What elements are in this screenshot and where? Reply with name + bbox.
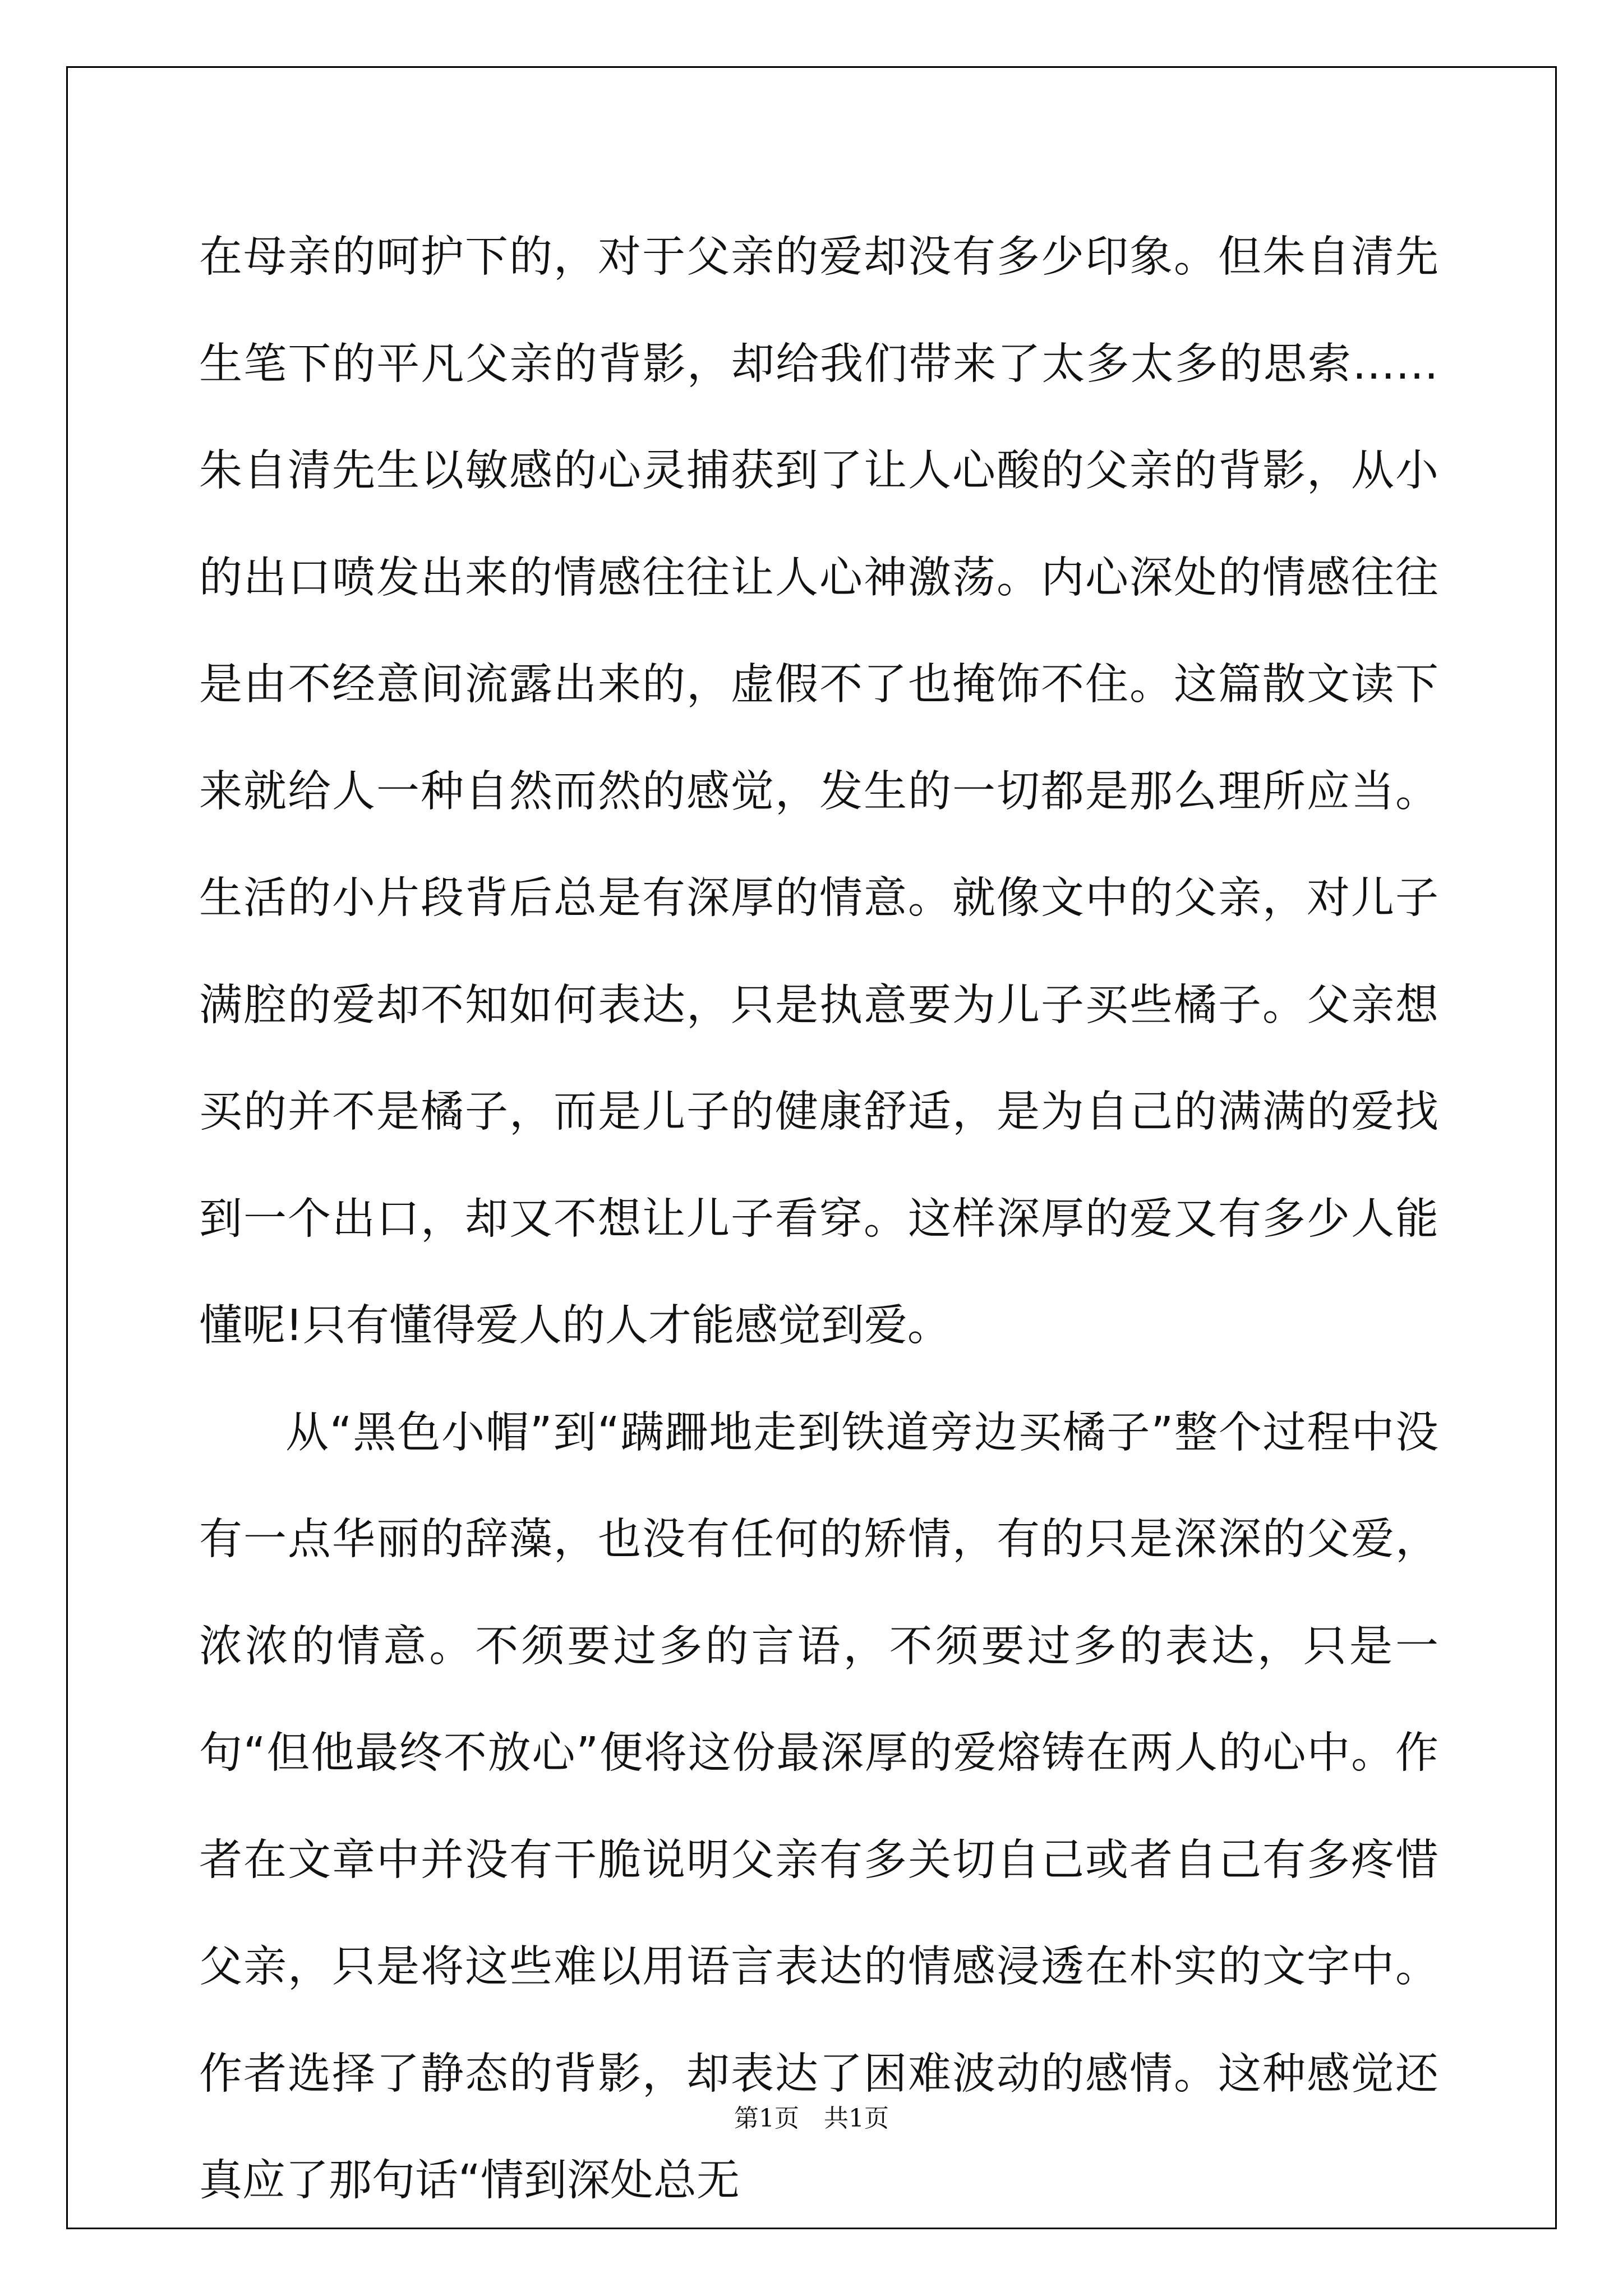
page-number-footer: 第1页 共1页 <box>734 2104 889 2133</box>
document-body <box>199 204 1438 2235</box>
paragraph-1: 在母亲的呵护下的，对于父亲的爱却没有多少印象。但朱自清先生笔下的平凡父亲的背影，却给我们带来了太多太多的思索……朱自清先生以敏感的心灵捕获到了让人心酸的父亲的背影，从小的出口喷发出来的情感往往让人心神激荡。内心深处的情感往往是由不经意间流露出来的，虚假不了也掩饰不住。这篇散文读下来就给人一种自然而然的感觉，发生的一切都是那么理所应当。生活的小片段背后总是有深厚的情意。就像文中的父亲，对儿子满腔的爱却不知如何表达，只是执意要为儿子买些橘子。父亲想买的并不是橘子，而是儿子的健康舒适，是为自己的满满的爱找到一个出口，却又不想让儿子看穿。这样深厚的爱又有多少人能懂呢!只有懂得爱人的人才能感觉到爱。 <box>199 232 1438 1351</box>
paragraph-2: 从“黑色小帽”到“蹒跚地走到铁道旁边买橘子”整个过程中没有一点华丽的辞藻，也没有任何的矫情，有的只是深深的父爱，浓浓的情意。不须要过多的言语，不须要过多的表达，只是一句“但他最终不放心”便将这份最深厚的爱熔铸在两人的心中。作者在文章中并没有干脆说明父亲有多关切自己或者自己有多疼惜父亲，只是将这些难以用语言表达的情感浸透在朴实的文字中。作者选择了静态的背影，却表达了困难波动的感情。这种感觉还真应了那句话“情到深处总无 <box>199 1407 1438 2206</box>
